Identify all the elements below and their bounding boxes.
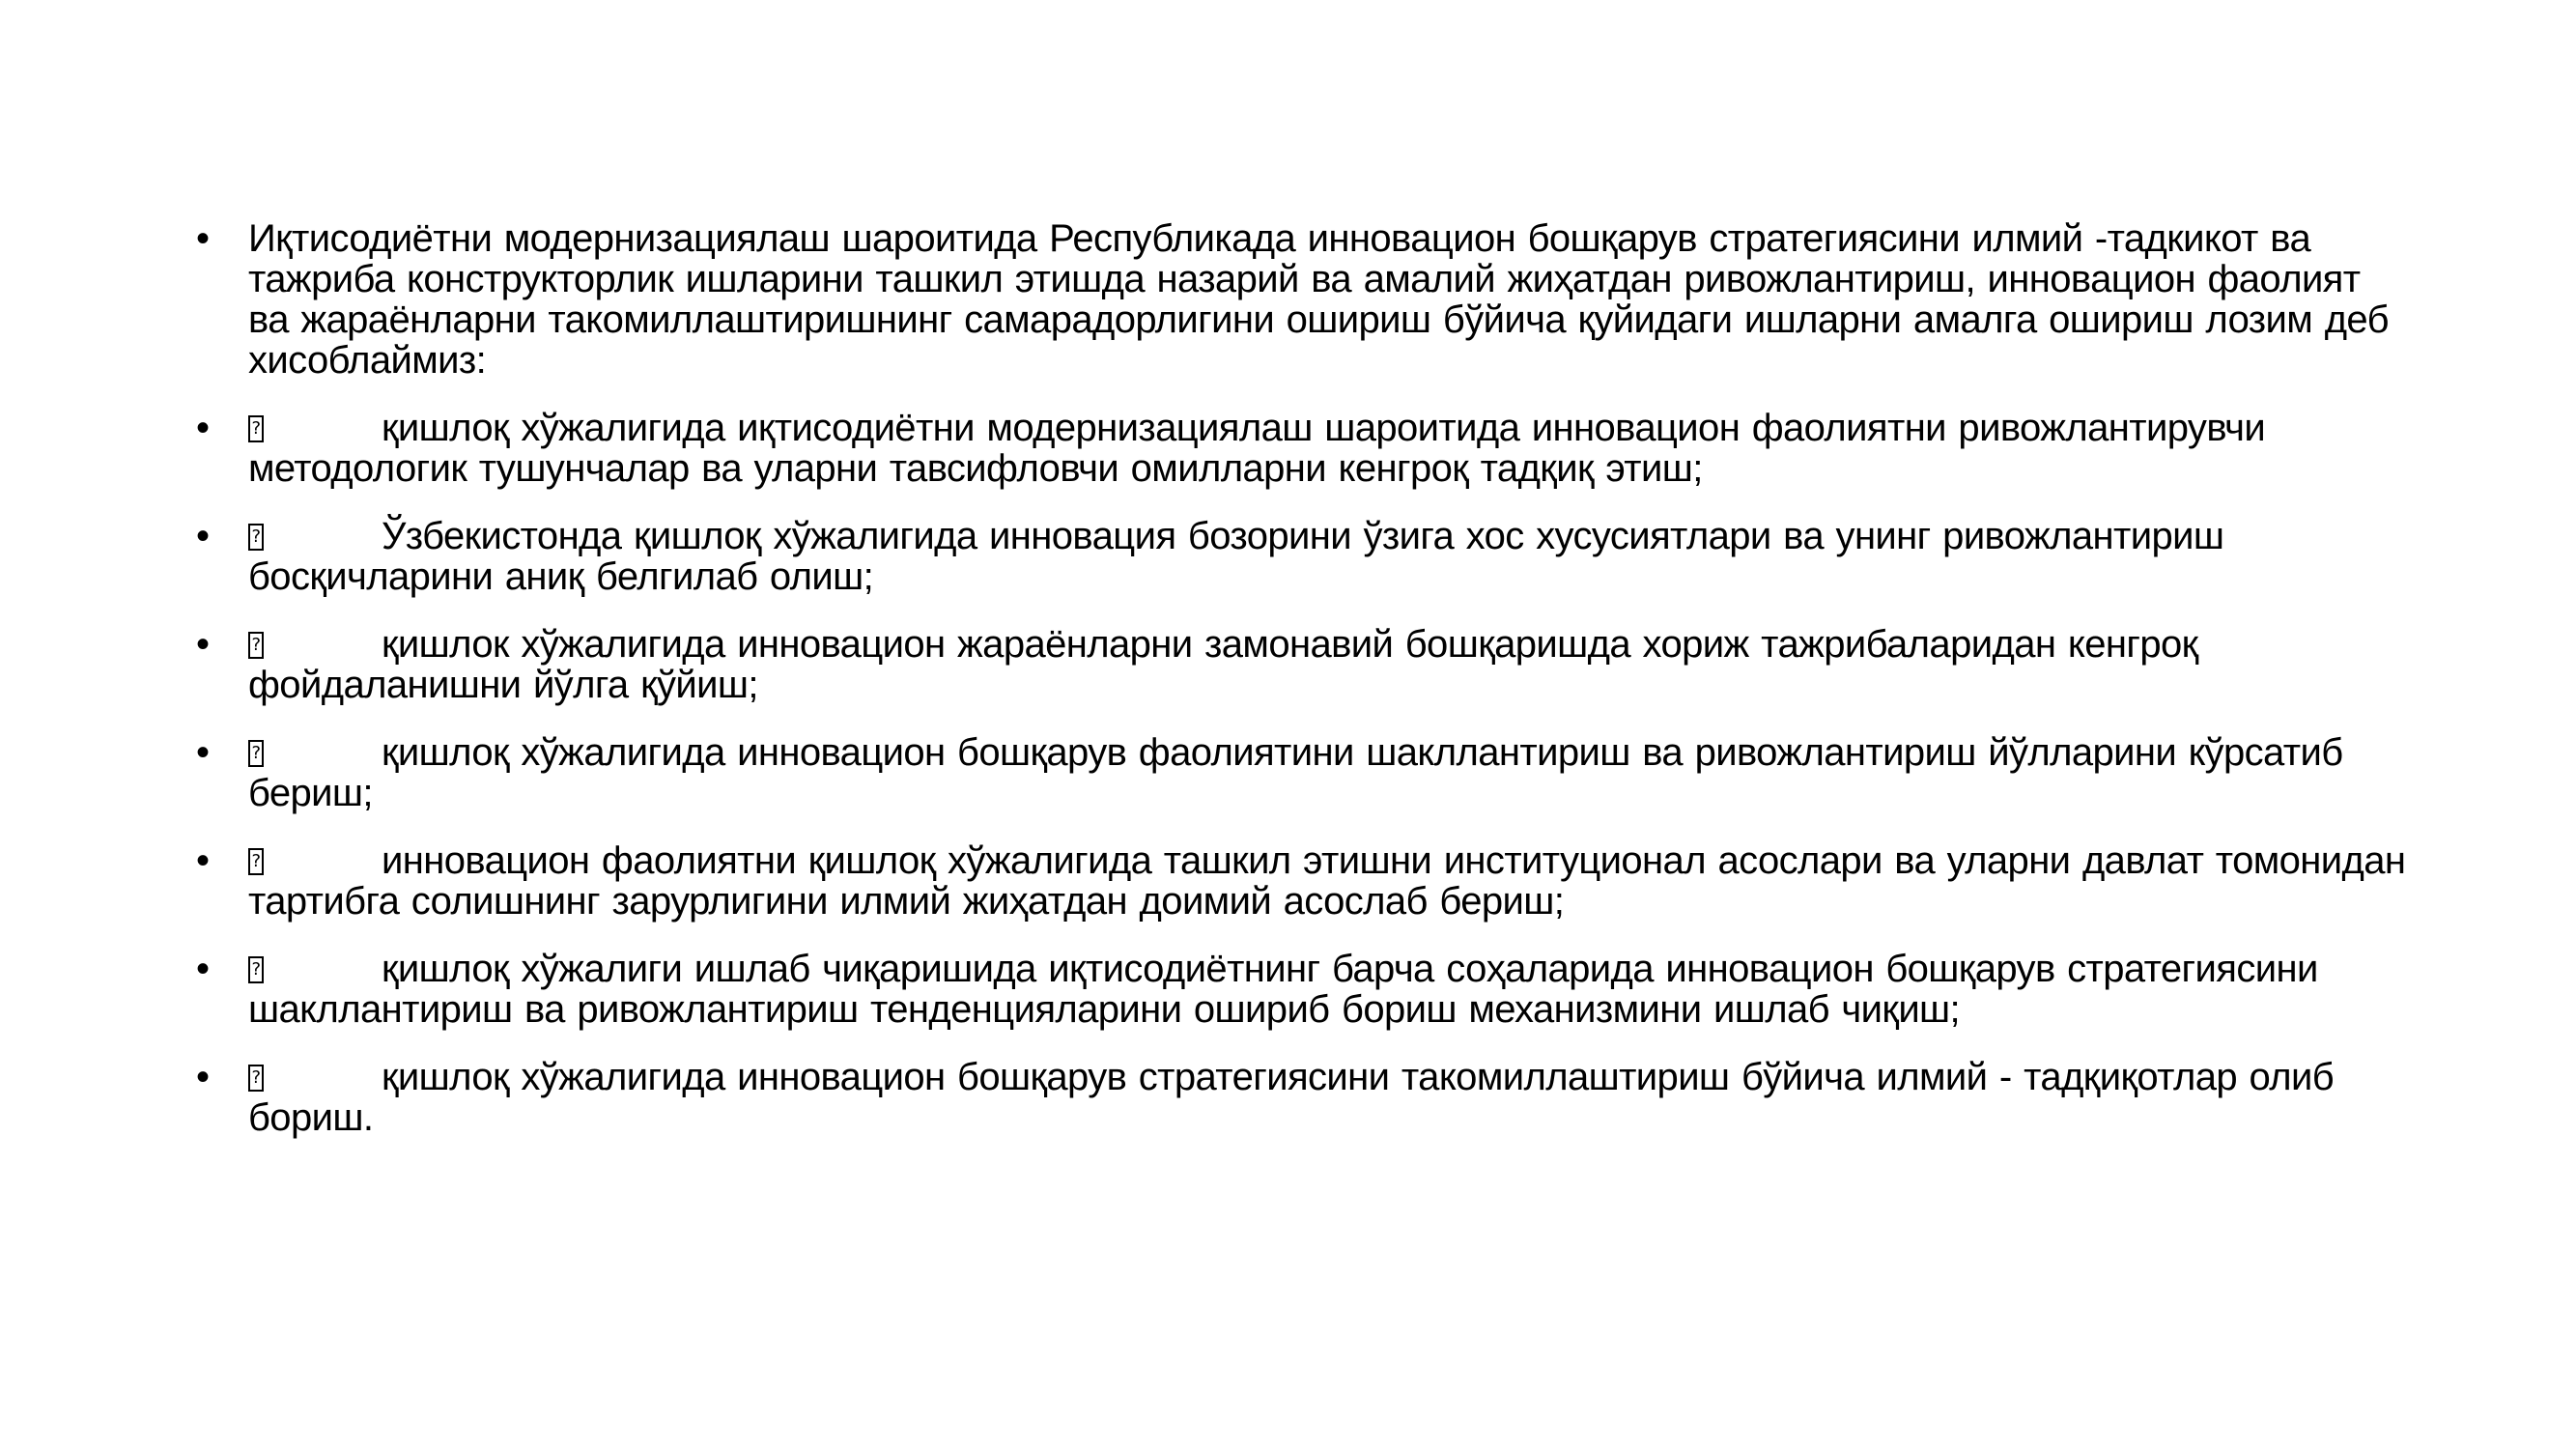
list-item [188,949,2410,1030]
list-item [188,218,2410,381]
list-item-text: қишлоқ хўжалиги ишлаб чиқаришида иқтисодиётнинг барча соҳаларида инновацион бошқарув стратегиясини шакллантириш ва ривожлантириш тенденцияларини ошириб бориш механизмини ишлаб чиқиш; [248,948,2318,1031]
slide-content [188,218,2410,1165]
missing-glyph-icon [248,524,264,551]
list-item [188,840,2410,922]
bullet-dot-icon: • [196,839,210,882]
bullet-list [188,218,2410,1138]
list-item [188,408,2410,489]
missing-glyph-icon [248,740,264,767]
missing-glyph-icon [248,632,264,659]
bullet-dot-icon: • [196,407,210,449]
missing-glyph-icon [248,956,264,983]
list-item [188,732,2410,813]
bullet-dot-icon: • [196,515,210,557]
list-item-text: қишлоқ хўжалигида инновацион бошқарув стратегиясини такомиллаштириш бўйича илмий - тадқиқотлар олиб бориш. [248,1056,2335,1139]
bullet-dot-icon: • [196,1056,210,1098]
missing-glyph-icon [248,848,264,875]
list-item-text: Ўзбекистонда қишлоқ хўжалигида инновация бозорини ўзига хос хусусиятлари ва унинг ривожлантириш босқичларини аниқ белгилаб олиш; [248,515,2224,598]
list-item-text: қишлоқ хўжалигида иқтисодиётни модернизациялаш шароитида инновацион фаолиятни ривожлантирувчи методологик тушунчалар ва уларни тавсифловчи омилларни кенгроқ тадқиқ этиш; [248,407,2266,490]
list-item-text: Иқтисодиётни модернизациялаш шароитида Республикада инновацион бошқарув стратегиясини илмий -тадкикот ва тажриба конструкторлик ишларини ташкил этишда назарий ва амалий жиҳатдан ривожлантириш, инновацион фаолият ва жараёнларни такомиллаштиришнинг самарадорлигини ошириш бўйича қуйидаги ишларни амалга ошириш лозим деб хисоблаймиз: [248,217,2389,382]
list-item [188,624,2410,705]
bullet-dot-icon: • [196,217,210,260]
list-item [188,516,2410,597]
missing-glyph-icon [248,415,264,442]
missing-glyph-icon [248,1065,264,1092]
bullet-dot-icon: • [196,948,210,990]
bullet-dot-icon: • [196,623,210,666]
list-item-text: қишлоқ хўжалигида инновацион бошқарув фаолиятини шакллантириш ва ривожлантириш йўлларини кўрсатиб бериш; [248,731,2343,814]
list-item [188,1057,2410,1138]
bullet-dot-icon: • [196,731,210,774]
list-item-text: инновацион фаолиятни қишлоқ хўжалигида ташкил этишни институционал асослари ва уларни давлат томонидан тартибга солишнинг зарурлигини илмий жиҳатдан доимий асослаб бериш; [248,839,2406,923]
list-item-text: қишлок хўжалигида инновацион жараёнларни замонавий бошқаришда хориж тажрибаларидан кенгроқ фойдаланишни йўлга қўйиш; [248,623,2198,706]
